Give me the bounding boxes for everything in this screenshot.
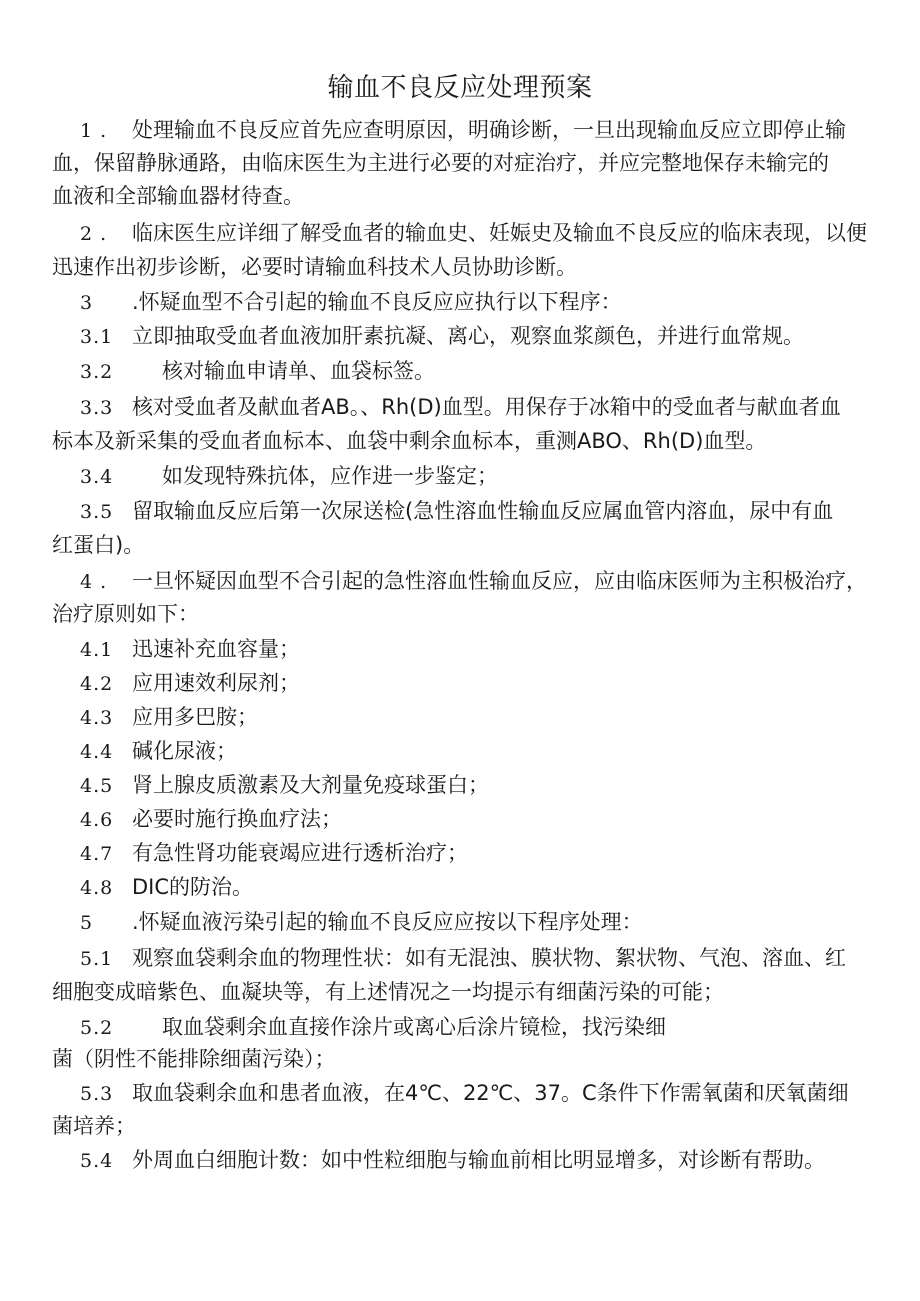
item-4-3 — [80, 702, 258, 733]
paragraph-2-line-1 — [80, 218, 867, 249]
item-text: 必要时施行换血疗法； — [132, 807, 342, 831]
item-4-2 — [80, 668, 300, 699]
item-number: 4.4 — [80, 741, 114, 763]
paragraph-text: .怀疑血型不合引起的输血不良反应应执行以下程序： — [132, 290, 622, 314]
paragraph-4-line-2: 治疗原则如下： — [52, 602, 199, 626]
item-3-3-line-1 — [80, 392, 841, 423]
item-5-3-line-1 — [80, 1078, 849, 1109]
paragraph-text: .怀疑血液污染引起的输血不良反应应按以下程序处理： — [132, 910, 643, 934]
item-3-5-line-1 — [80, 496, 833, 527]
item-text: 取血袋剩余血和患者血液，在4℃、22℃、37。C条件下作需氧菌和厌氧菌细 — [132, 1081, 849, 1105]
item-text: 如发现特殊抗体，应作进一步鉴定； — [162, 464, 498, 488]
item-4-6 — [80, 804, 342, 835]
item-5-4 — [80, 1145, 825, 1176]
item-3-1 — [80, 321, 804, 352]
item-number: 4.8 — [80, 877, 114, 899]
item-5-1-line-2: 细胞变成暗紫色、血凝块等，有上述情况之一均提示有细菌污染的可能； — [52, 980, 724, 1004]
item-text: 留取输血反应后第一次尿送检(急性溶血性输血反应属血管内溶血，尿中有血 — [132, 499, 834, 523]
item-3-5-line-2: 红蛋白)。 — [52, 533, 145, 557]
item-number: 5.2 — [80, 1017, 114, 1039]
item-text: 应用多巴胺； — [132, 705, 258, 729]
item-number: 3.4 — [80, 466, 114, 488]
item-text: 外周血白细胞计数：如中性粒细胞与输血前相比明显增多，对诊断有帮助。 — [132, 1148, 825, 1172]
item-text: 肾上腺皮质激素及大剂量免疫球蛋白； — [132, 773, 489, 797]
paragraph-5-heading — [80, 907, 643, 938]
item-text: 核对输血申请单、血袋标签。 — [162, 359, 435, 383]
item-4-4 — [80, 736, 237, 767]
item-4-1 — [80, 634, 300, 665]
section-number: 5 — [80, 912, 94, 934]
document-title: 输血不良反应处理预案 — [327, 73, 593, 103]
item-5-3-line-2: 菌培养； — [52, 1114, 136, 1138]
item-text: 立即抽取受血者血液加肝素抗凝、离心，观察血浆颜色，并进行血常规。 — [132, 324, 804, 348]
item-number: 4.5 — [80, 775, 114, 797]
section-number: 4 . — [80, 571, 108, 593]
item-text: 碱化尿液； — [132, 739, 237, 763]
item-number: 3.5 — [80, 501, 114, 523]
item-number: 3.2 — [80, 361, 114, 383]
item-number: 4.6 — [80, 809, 114, 831]
item-number: 5.1 — [80, 948, 114, 970]
paragraph-1-line-1 — [80, 115, 846, 146]
paragraph-4-line-1 — [80, 566, 867, 597]
paragraph-text: 一旦怀疑因血型不合引起的急性溶血性输血反应，应由临床医师为主积极治疗， — [132, 569, 867, 593]
item-4-7 — [80, 838, 468, 869]
item-4-5 — [80, 770, 489, 801]
item-text: 有急性肾功能衰竭应进行透析治疗； — [132, 841, 468, 865]
item-3-3-line-2: 标本及新采集的受血者血标本、血袋中剩余血标本，重测ABO、Rh(D)血型。 — [52, 429, 767, 453]
item-number: 4.3 — [80, 707, 114, 729]
item-5-2-line-1 — [80, 1012, 666, 1043]
item-text: 核对受血者及献血者AB。、Rh(D)血型。用保存于冰箱中的受血者与献血者血 — [132, 395, 841, 419]
item-3-2 — [80, 356, 435, 387]
section-number: 3 — [80, 292, 94, 314]
item-text: 迅速补充血容量； — [132, 637, 300, 661]
paragraph-1-line-2: 血，保留静脉通路，由临床医生为主进行必要的对症治疗，并应完整地保存未输完的 — [52, 151, 829, 175]
section-number: 1 . — [80, 120, 108, 142]
item-5-2-line-2: 菌（阴性不能排除细菌污染）； — [52, 1047, 336, 1071]
item-number: 3.1 — [80, 326, 114, 348]
paragraph-2-line-2: 迅速作出初步诊断，必要时请输血科技术人员协助诊断。 — [52, 255, 577, 279]
item-4-8 — [80, 872, 253, 903]
item-number: 4.2 — [80, 673, 114, 695]
item-number: 4.7 — [80, 843, 114, 865]
paragraph-text: 处理输血不良反应首先应查明原因，明确诊断，一旦出现输血反应立即停止输 — [132, 118, 846, 142]
item-5-1-line-1 — [80, 943, 846, 974]
item-number: 3.3 — [80, 397, 114, 419]
item-text: 观察血袋剩余血的物理性状：如有无混浊、膜状物、絮状物、气泡、溶血、红 — [132, 946, 846, 970]
item-text: 取血袋剩余血直接作涂片或离心后涂片镜检，找污染细 — [162, 1015, 666, 1039]
item-3-4 — [80, 461, 498, 492]
item-number: 5.4 — [80, 1150, 114, 1172]
item-text: DIC的防治。 — [132, 875, 254, 899]
item-text: 应用速效利尿剂； — [132, 671, 300, 695]
paragraph-text: 临床医生应详细了解受血者的输血史、妊娠史及输血不良反应的临床表现，以便 — [132, 221, 867, 245]
item-number: 4.1 — [80, 639, 114, 661]
paragraph-3-heading — [80, 287, 622, 318]
section-number: 2 . — [80, 223, 108, 245]
item-number: 5.3 — [80, 1083, 114, 1105]
paragraph-1-line-3: 血液和全部输血器材待查。 — [52, 184, 304, 208]
